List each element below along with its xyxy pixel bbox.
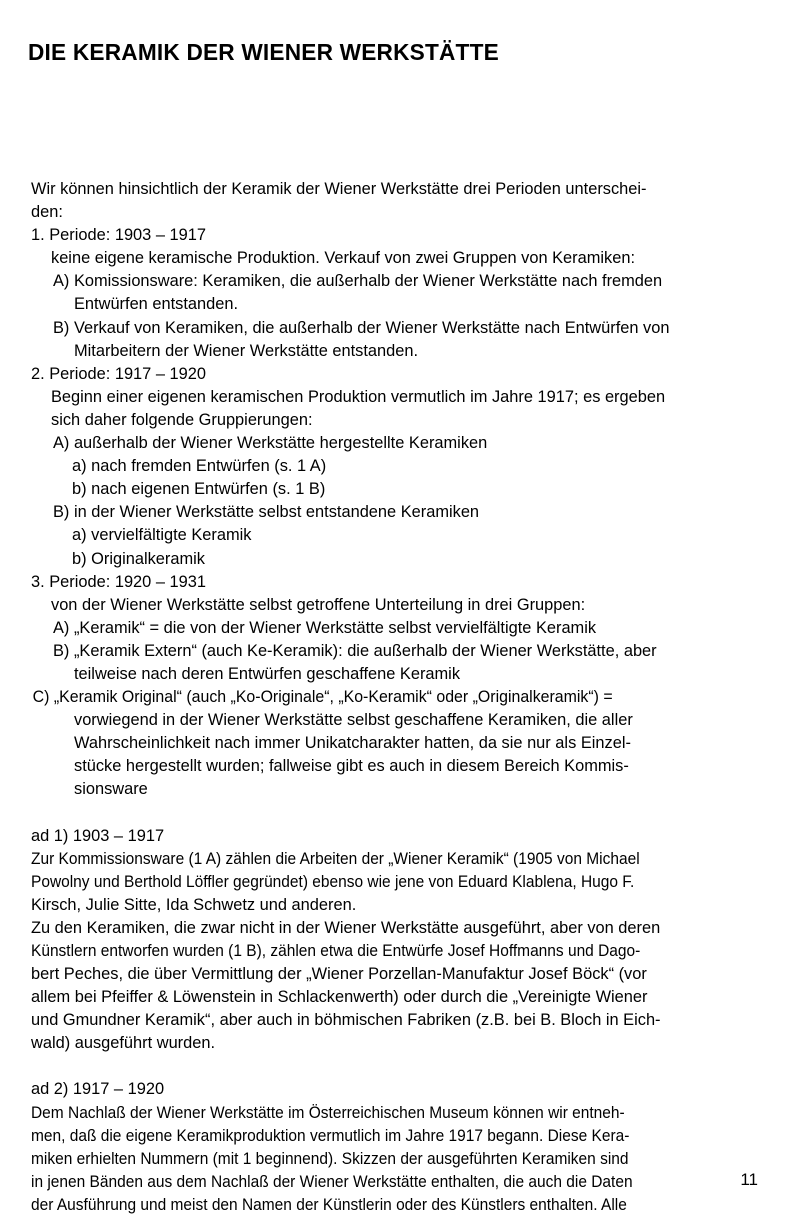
- note-1-p2-line-3: bert Peches, die über Vermittlung der „Wiener Porzellan-Manufaktur Josef Böck“ (vor: [31, 965, 647, 984]
- period-3-lead: von der Wiener Werkstätte selbst getroffene Unterteilung in drei Gruppen:: [51, 595, 586, 614]
- document-body: [31, 178, 762, 1217]
- period-1-item-a-line-1: A) Komissionsware: Keramiken, die außerhalb der Wiener Werkstätte nach fremden: [53, 272, 663, 291]
- period-3-heading: 3. Periode: 1920 – 1931: [31, 572, 206, 591]
- period-3-item-c-line-5: sionsware: [74, 780, 148, 799]
- page-title: DIE KERAMIK DER WIENER WERKSTÄTTE: [28, 39, 499, 66]
- note-2-p1-line-4: [31, 1171, 762, 1194]
- period-3-item-c-line-1-text: C) „Keramik Original“ (auch „Ko-Originale“, „Ko-Keramik“ oder „Originalkeramik“) =: [32, 688, 613, 707]
- note-1-p1-line-1: [31, 848, 762, 871]
- note-2-p1-line-2-text: men, daß die eigene Keramikproduktion vermutlich im Jahre 1917 begann. Diese Kera-: [31, 1126, 630, 1145]
- note-1-p2-line-5: und Gmundner Keramik“, aber auch in böhmischen Fabriken (z.B. bei B. Bloch in Eich-: [31, 1011, 661, 1030]
- period-2-item-b-sub-a: a) vervielfältigte Keramik: [72, 526, 252, 545]
- note-1-p2-line-1: Zu den Keramiken, die zwar nicht in der Wiener Werkstätte ausgeführt, aber von deren: [31, 918, 661, 937]
- note-2-p1-line-5: [31, 1194, 762, 1217]
- period-2-item-b-sub-b: b) Originalkeramik: [72, 549, 205, 568]
- note-2-p1-line-4-text: in jenen Bänden aus dem Nachlaß der Wiener Werkstätte enthalten, die auch die Daten: [31, 1172, 633, 1191]
- note-2-p1-line-3-text: miken erhielten Nummern (mit 1 beginnend). Skizzen der ausgeführten Keramiken sind: [31, 1149, 629, 1168]
- period-2-item-a-sub-a: a) nach fremden Entwürfen (s. 1 A): [72, 457, 327, 476]
- note-1-p2-line-4: allem bei Pfeiffer & Löwenstein in Schlackenwerth) oder durch die „Vereinigte Wiener: [31, 988, 648, 1007]
- period-3-item-c-line-1: [32, 686, 762, 709]
- note-1-p2-line-2-text: Künstlern entworfen wurden (1 B), zählen etwa die Entwürfe Josef Hoffmanns und Dago-: [31, 942, 641, 960]
- note-1-p1-line-1-text: Zur Kommissionsware (1 A) zählen die Arbeiten der „Wiener Keramik“ (1905 von Michael: [31, 849, 640, 868]
- period-2-heading: 2. Periode: 1917 – 1920: [31, 364, 206, 383]
- note-1-p1-line-3: Kirsch, Julie Sitte, Ida Schwetz und anderen.: [31, 895, 357, 914]
- note-1-heading: ad 1) 1903 – 1917: [31, 826, 165, 845]
- period-3-item-b-line-1: B) „Keramik Extern“ (auch Ke-Keramik): die außerhalb der Wiener Werkstätte, aber: [53, 641, 657, 660]
- period-3-item-c-line-4: stücke hergestellt wurden; fallweise gibt es auch in diesem Bereich Kommis-: [74, 757, 629, 776]
- period-3-item-b-line-2: teilweise nach deren Entwürfen geschaffene Keramik: [74, 664, 461, 683]
- page-number: 11: [740, 1170, 758, 1189]
- note-2-p1-line-1-text: Dem Nachlaß der Wiener Werkstätte im Österreichischen Museum können wir entneh-: [31, 1103, 625, 1122]
- period-2-lead-line-1: Beginn einer eigenen keramischen Produktion vermutlich im Jahre 1917; es ergeben: [51, 387, 666, 406]
- period-2-lead-line-2: sich daher folgende Gruppierungen:: [51, 410, 313, 429]
- note-2-heading: ad 2) 1917 – 1920: [31, 1080, 165, 1099]
- period-3-item-a: A) „Keramik“ = die von der Wiener Werkstätte selbst vervielfältigte Keramik: [53, 618, 597, 637]
- note-2-p1-line-3: [31, 1148, 762, 1171]
- period-3-item-c-line-3: Wahrscheinlichkeit nach immer Unikatcharakter hatten, da sie nur als Einzel-: [74, 734, 631, 753]
- period-2-item-a: A) außerhalb der Wiener Werkstätte hergestellte Keramiken: [53, 434, 488, 453]
- period-1-item-b-line-2: Mitarbeitern der Wiener Werkstätte entstanden.: [74, 341, 419, 360]
- intro-line-1: Wir können hinsichtlich der Keramik der Wiener Werkstätte drei Perioden unterschei-: [31, 180, 647, 198]
- note-2-p1-line-2: [31, 1125, 762, 1148]
- intro-line-2: den:: [31, 203, 63, 222]
- note-2-p1-line-1: [31, 1102, 762, 1125]
- period-1-lead: keine eigene keramische Produktion. Verkauf von zwei Gruppen von Keramiken:: [51, 249, 636, 268]
- period-1-item-b-line-1: B) Verkauf von Keramiken, die außerhalb der Wiener Werkstätte nach Entwürfen von: [53, 318, 670, 337]
- period-1-heading: 1. Periode: 1903 – 1917: [31, 226, 206, 245]
- period-3-item-c-line-2: vorwiegend in der Wiener Werkstätte selbst geschaffene Keramiken, die aller: [74, 711, 633, 730]
- period-2-item-b: B) in der Wiener Werkstätte selbst entstandene Keramiken: [53, 503, 480, 522]
- note-1-p2-line-2: [31, 940, 762, 963]
- note-1-p1-line-2-text: Powolny und Berthold Löffler gegründet) ebenso wie jene von Eduard Klablena, Hugo F.: [31, 872, 635, 891]
- note-2-p1-line-5-text: der Ausführung und meist den Namen der Künstlerin oder des Künstlers enthalten. Alle: [31, 1195, 627, 1214]
- period-1-item-a-line-2: Entwürfen entstanden.: [74, 295, 239, 314]
- note-1-p1-line-2: [31, 871, 762, 894]
- note-1-p2-line-6: wald) ausgeführt wurden.: [31, 1034, 216, 1053]
- period-2-item-a-sub-b: b) nach eigenen Entwürfen (s. 1 B): [72, 480, 326, 499]
